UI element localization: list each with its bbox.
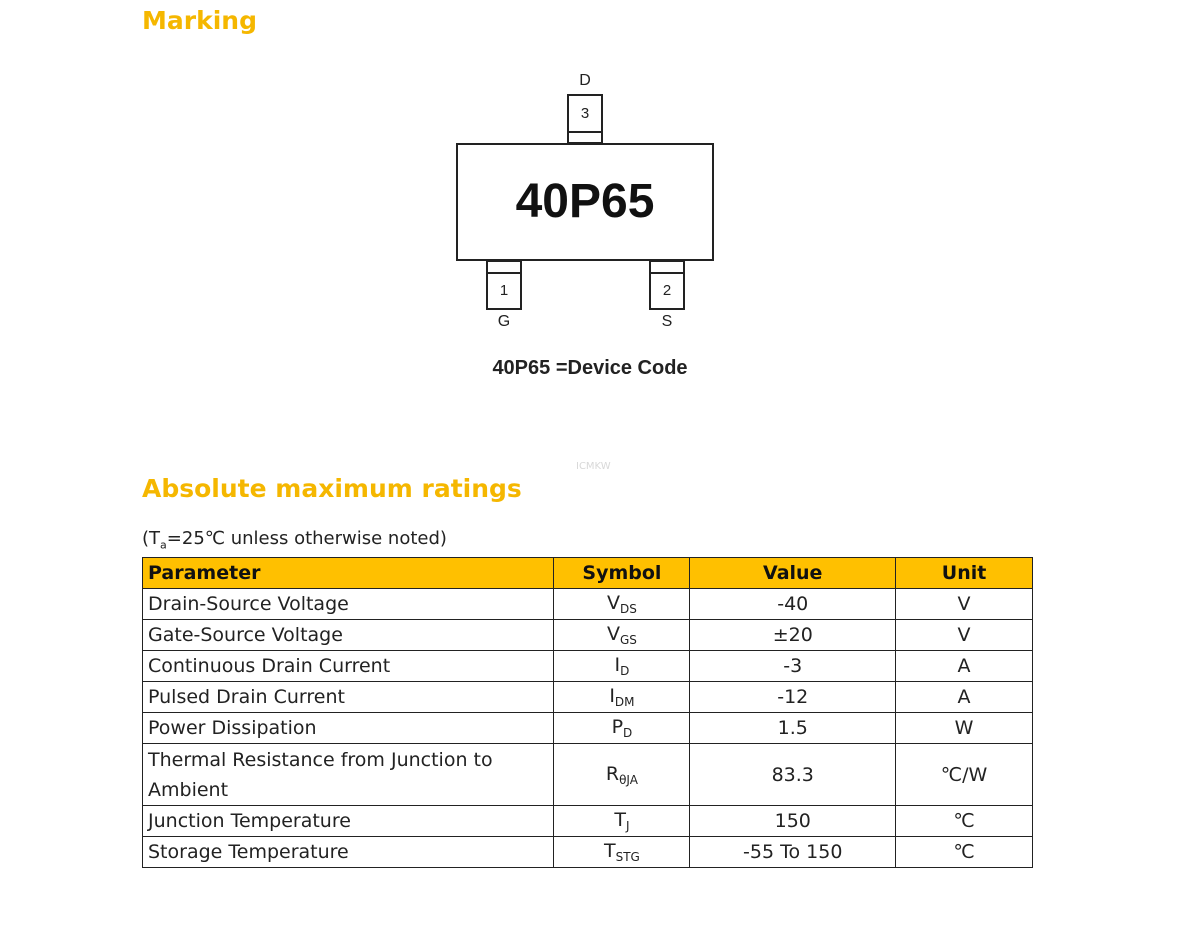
cell-symbol: $T_{STG}$ <box>554 837 690 868</box>
cell-value: 83.3 <box>690 744 896 806</box>
table-row <box>143 620 1033 651</box>
cell-value: -12 <box>690 682 896 713</box>
cell-unit: V <box>896 620 1033 651</box>
cell-unit: A <box>896 651 1033 682</box>
table-row <box>143 651 1033 682</box>
cell-value: -55 To 150 <box>690 837 896 868</box>
cell-value: -3 <box>690 651 896 682</box>
watermark: ICMKW <box>576 461 611 472</box>
pin-2-number: 2 <box>662 282 672 299</box>
table-row <box>143 837 1033 868</box>
cell-unit: A <box>896 682 1033 713</box>
table-row <box>143 589 1033 620</box>
condition-prefix: (T <box>142 528 161 549</box>
cell-unit: V <box>896 589 1033 620</box>
cell-value: ±20 <box>690 620 896 651</box>
cell-value: -40 <box>690 589 896 620</box>
cell-symbol: $I_{DM}$ <box>554 682 690 713</box>
table-row <box>143 713 1033 744</box>
cell-symbol: $R_{\theta JA}$ <box>554 744 690 806</box>
header-value: Value <box>690 558 896 589</box>
pin-3-number: 3 <box>580 105 590 122</box>
cell-parameter: Power Dissipation <box>143 713 554 744</box>
cell-symbol: $I_D$ <box>554 651 690 682</box>
cell-parameter: Junction Temperature <box>143 806 554 837</box>
marking-heading: Marking <box>142 6 257 35</box>
cell-symbol: $P_D$ <box>554 713 690 744</box>
cell-unit: ℃/W <box>896 744 1033 806</box>
package-marking-diagram <box>440 70 740 400</box>
cell-value: 1.5 <box>690 713 896 744</box>
ratings-heading: Absolute maximum ratings <box>142 474 522 503</box>
pin-g-label: G <box>497 313 511 330</box>
cell-parameter: Drain-Source Voltage <box>143 589 554 620</box>
table-row <box>143 744 1033 806</box>
table-header-row <box>143 558 1033 589</box>
pin-1-number: 1 <box>499 282 509 299</box>
cell-value: 150 <box>690 806 896 837</box>
pin-s-label: S <box>661 313 673 330</box>
cell-parameter: Pulsed Drain Current <box>143 682 554 713</box>
ratings-table <box>142 557 1033 868</box>
condition-suffix: =25℃ unless otherwise noted) <box>166 528 447 549</box>
device-code-marking: 40P65 <box>515 175 655 228</box>
cell-unit: ℃ <box>896 806 1033 837</box>
pin-d-label: D <box>579 72 591 89</box>
cell-unit: W <box>896 713 1033 744</box>
condition-subscript: a <box>160 538 167 552</box>
cell-symbol: $T_J$ <box>554 806 690 837</box>
header-symbol: Symbol <box>554 558 690 589</box>
cell-parameter: Thermal Resistance from Junction to Ambient <box>143 744 554 806</box>
header-parameter: Parameter <box>143 558 554 589</box>
header-unit: Unit <box>896 558 1033 589</box>
table-row <box>143 682 1033 713</box>
cell-symbol: $V_{GS}$ <box>554 620 690 651</box>
table-row <box>143 806 1033 837</box>
ratings-condition-note <box>142 528 447 552</box>
cell-parameter: Storage Temperature <box>143 837 554 868</box>
cell-unit: ℃ <box>896 837 1033 868</box>
cell-parameter: Continuous Drain Current <box>143 651 554 682</box>
device-code-caption: 40P65 =Device Code <box>492 357 688 379</box>
cell-symbol: $V_{DS}$ <box>554 589 690 620</box>
cell-parameter: Gate-Source Voltage <box>143 620 554 651</box>
